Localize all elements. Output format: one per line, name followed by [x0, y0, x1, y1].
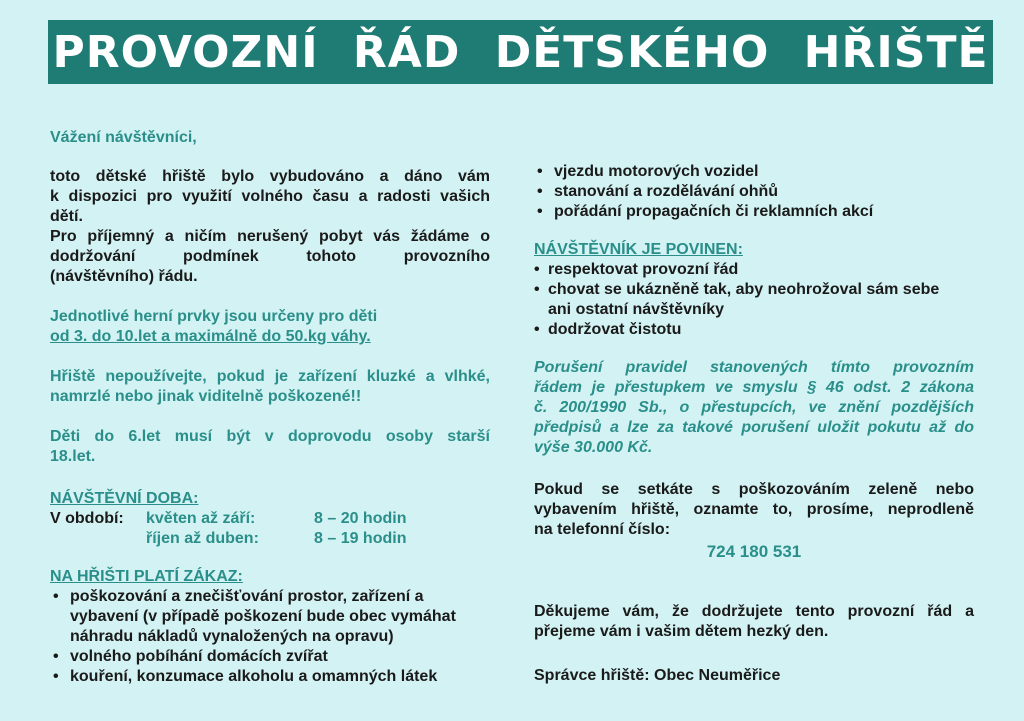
thanks-line: přejeme vám i vašim dětem hezký den. — [534, 623, 829, 640]
thanks-line: Děkujeme vám, že dodržujete tento provozní řád a — [534, 603, 974, 620]
hours-heading: NÁVŠTĚVNÍ DOBA: — [50, 490, 199, 507]
ban-heading: NA HŘIŠTI PLATÍ ZÁKAZ: — [50, 568, 243, 585]
legal-notice — [534, 358, 974, 458]
legal-line: č. 200/1990 Sb., o přestupcích, ve znění pozdějších — [534, 399, 974, 416]
greeting: Vážení návštěvníci, — [50, 129, 197, 146]
legal-line: předpisů a lze za takové porušení uložit pokutu až do — [534, 419, 974, 436]
warning-line: namrzlé nebo jinak viditelně poškozené!! — [50, 388, 362, 405]
list-item: • chovat se ukázněně tak, aby neohrožoval sám sebe ani ostatní návštěvníky — [534, 280, 974, 320]
children-line: Děti do 6.let musí být v doprovodu osoby starší — [50, 428, 490, 445]
hours-label: V období: — [50, 510, 124, 527]
hours-period: říjen až duben: — [146, 530, 259, 547]
phone-number: 724 180 531 — [706, 542, 802, 561]
legal-line: výše 30.000 Kč. — [534, 439, 653, 456]
list-item: • poškozování a znečišťování prostor, zařízení a vybavení (v případě poškození bude obec vymáhat náhradu nákladů vynaložených na opravu) — [50, 587, 490, 647]
warning-line: Hřiště nepoužívejte, pokud je zařízení kluzké a vlhké, — [50, 368, 490, 385]
list-item: • dodržovat čistotu — [534, 320, 974, 340]
report-line: vybavením hřiště, oznamte to, prosíme, neprodleně — [534, 501, 974, 518]
intro-line: Pro příjemný a ničím nerušený pobyt vás žádáme o — [50, 228, 490, 245]
playground-manager: Správce hřiště: Obec Neuměřice — [534, 667, 781, 684]
thanks-note — [534, 602, 974, 642]
ban-list-continued — [534, 162, 974, 222]
report-damage-note — [534, 480, 974, 540]
duty-list — [534, 260, 974, 340]
intro-line: toto dětské hřiště bylo vybudováno a dáno vám — [50, 168, 490, 185]
ban-list — [50, 587, 490, 687]
legal-line: řádem je přestupkem ve smyslu § 46 odst. 2 zákona — [534, 379, 974, 396]
intro-line: (návštěvního) řádu. — [50, 268, 198, 285]
list-item: • pořádání propagačních či reklamních akcí — [534, 202, 974, 222]
age-line: od 3. do 10.let a maximálně do 50.kg váhy. — [50, 328, 371, 345]
report-line: na telefonní číslo: — [534, 521, 671, 538]
page-title: PROVOZNÍ ŘÁD DĚTSKÉHO HŘIŠTĚ — [48, 20, 993, 84]
list-item: • respektovat provozní řád — [534, 260, 974, 280]
legal-line: Porušení pravidel stanovených tímto provozním — [534, 359, 974, 376]
hours-period: květen až září: — [146, 510, 256, 527]
intro-line: k dispozici pro využití volného času a radosti vašich — [50, 188, 490, 205]
report-line: Pokud se setkáte s poškozováním zeleně nebo — [534, 481, 974, 498]
list-item: • stanování a rozdělávání ohňů — [534, 182, 974, 202]
list-item: • volného pobíhání domácích zvířat — [50, 647, 490, 667]
list-item: • kouření, konzumace alkoholu a omamných látek — [50, 667, 490, 687]
opening-hours — [50, 509, 490, 549]
age-limit-note — [50, 307, 490, 347]
list-item: • vjezdu motorových vozidel — [534, 162, 974, 182]
children-supervision-note — [50, 427, 490, 467]
right-column — [534, 162, 974, 686]
age-line: Jednotlivé herní prvky jsou určeny pro děti — [50, 308, 378, 325]
hours-time: 8 – 20 hodin — [314, 510, 407, 527]
left-column — [50, 128, 490, 687]
duty-heading: NÁVŠTĚVNÍK JE POVINEN: — [534, 241, 743, 258]
intro-line: dětí. — [50, 208, 83, 225]
children-line: 18.let. — [50, 448, 96, 465]
intro-line: dodržování podmínek tohoto provozního — [50, 248, 490, 265]
intro-paragraph — [50, 167, 490, 287]
safety-warning — [50, 367, 490, 407]
hours-time: 8 – 19 hodin — [314, 530, 407, 547]
